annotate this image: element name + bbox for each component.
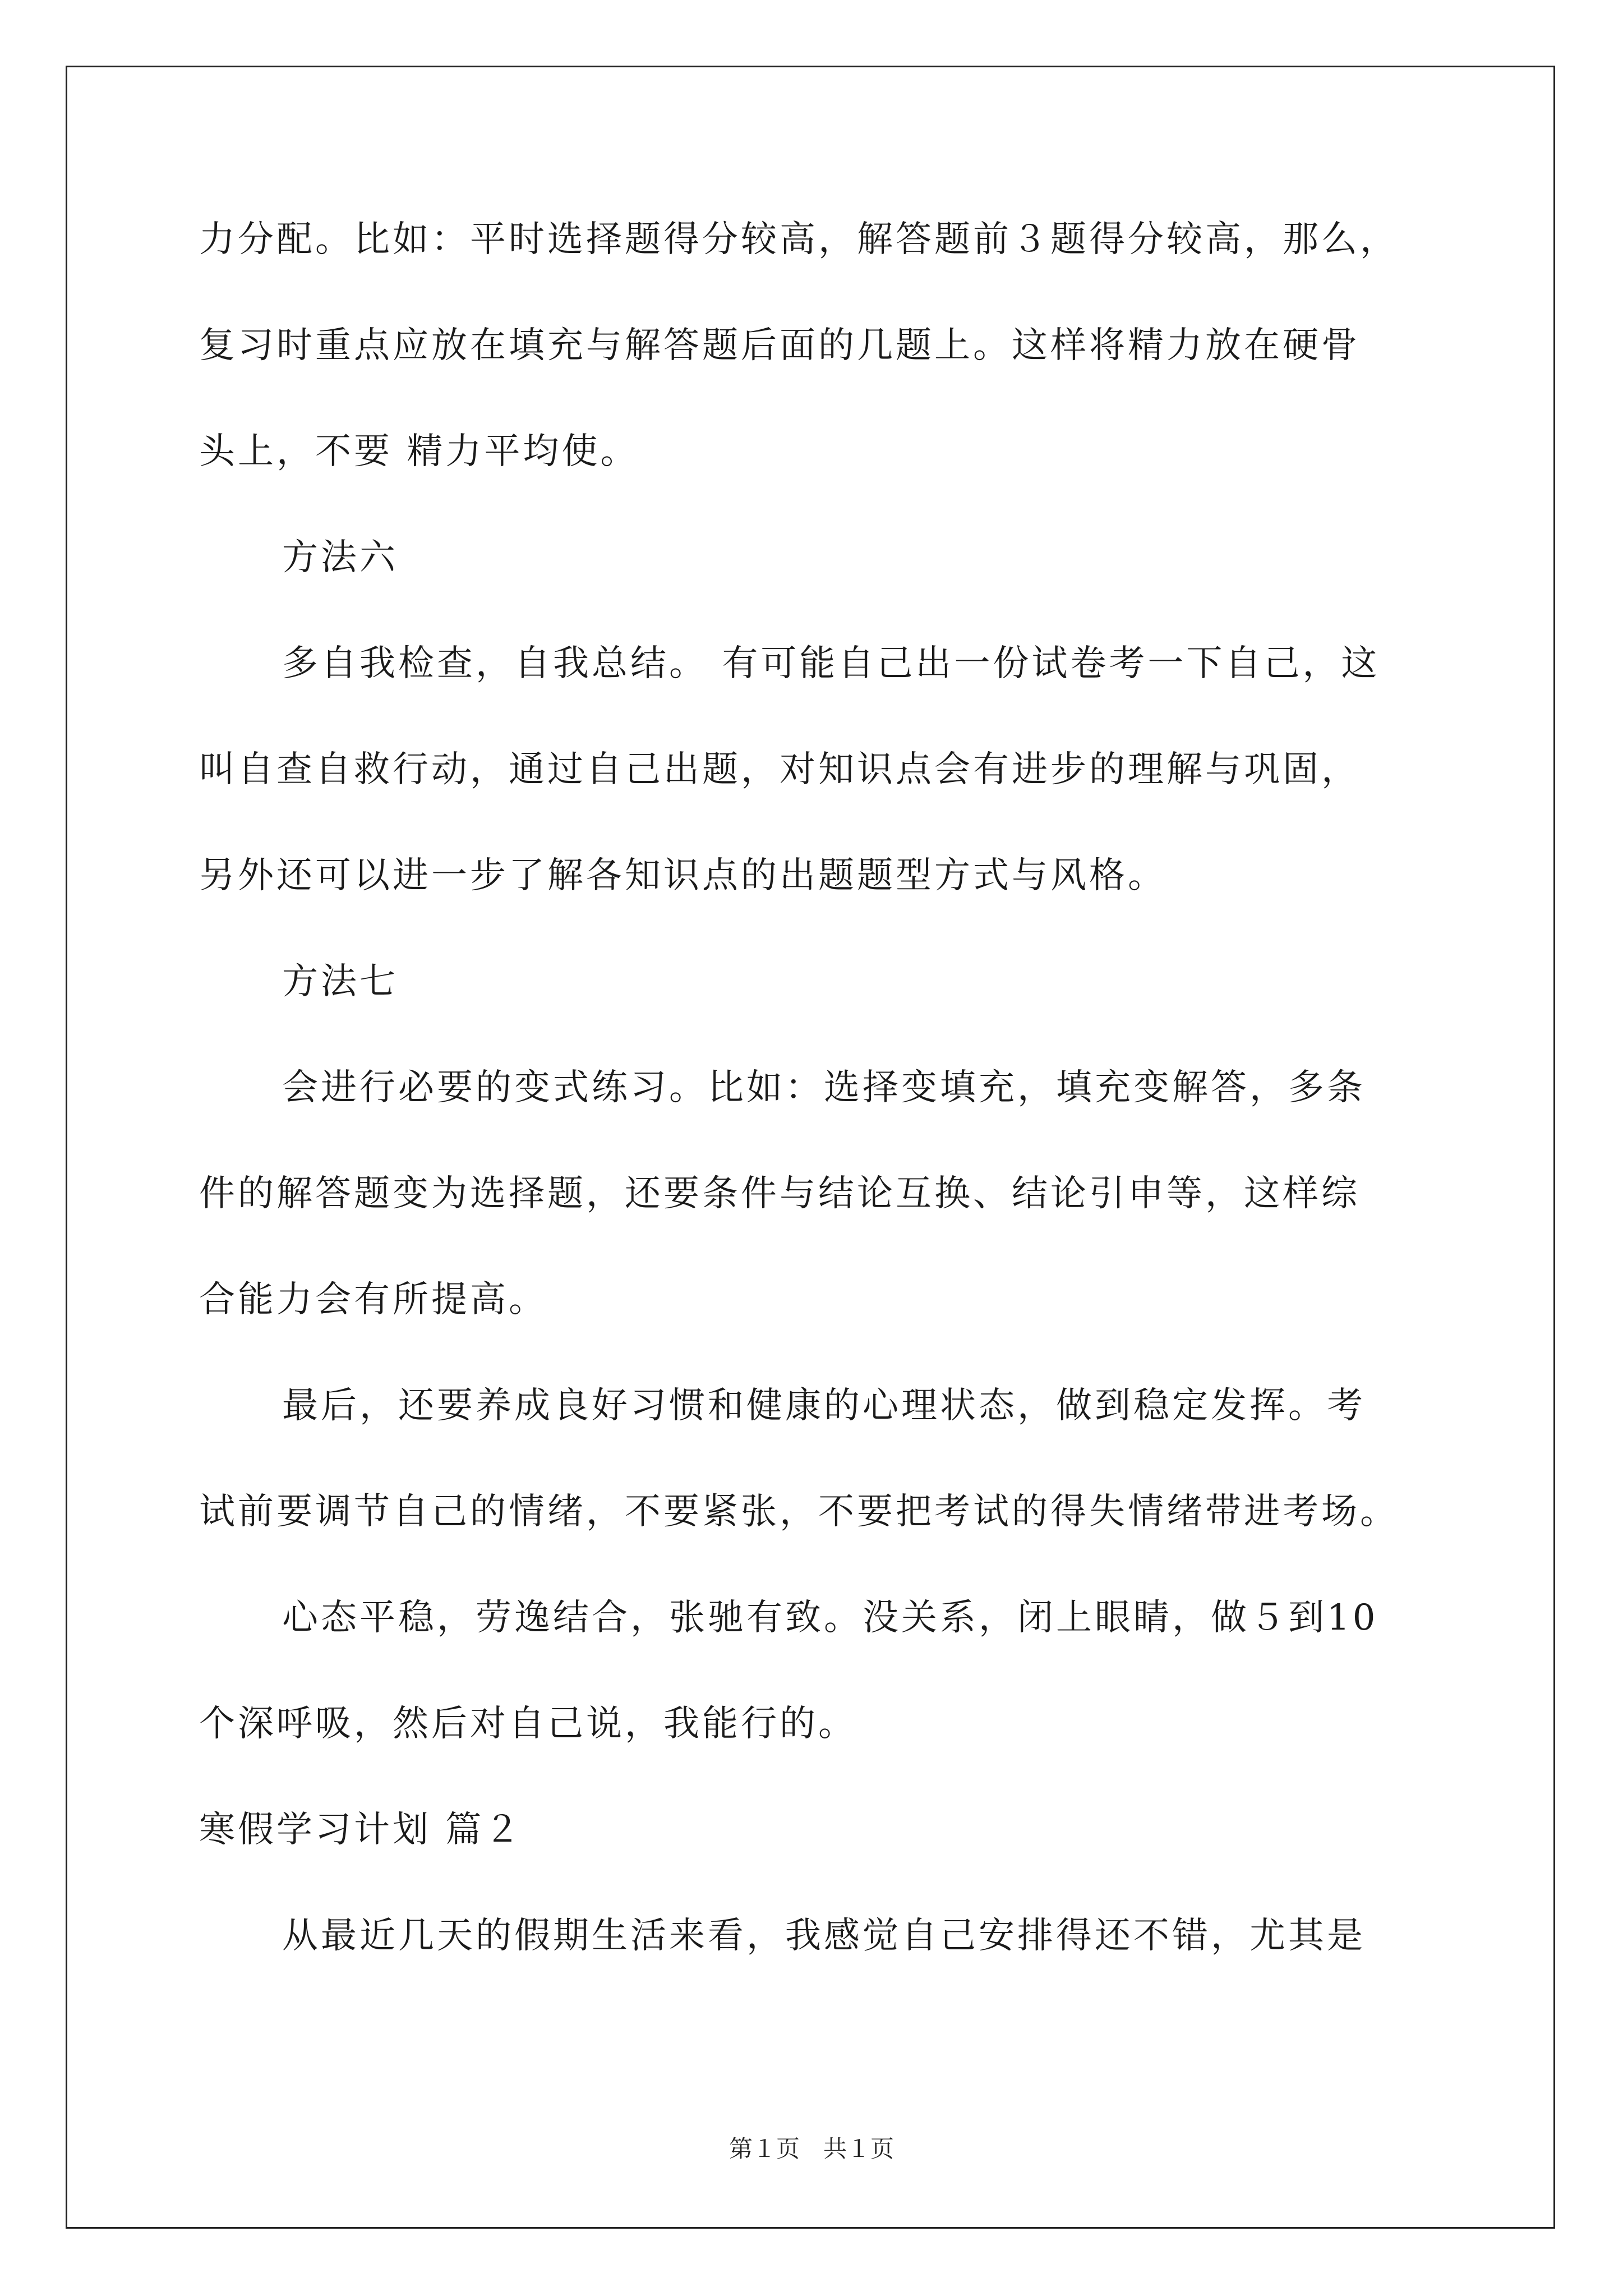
body-text-line: 叫自查自救行动，通过自己出题，对知识点会有进步的理解与巩固， [199, 749, 1360, 790]
section-title: 寒假学习计划 篇２ [199, 1809, 523, 1851]
body-text-line: 试前要调节自己的情绪，不要紧张，不要把考试的得失情绪带进考场。 [199, 1491, 1399, 1533]
section-heading: 方法七 [282, 961, 398, 1002]
body-text-line: 复习时重点应放在填充与解答题后面的几题上。这样将精力放在硬骨 [199, 325, 1360, 366]
body-text-line: 件的解答题变为选择题，还要条件与结论互换、结论引申等，这样综 [199, 1173, 1360, 1214]
body-text-line: 另外还可以进一步了解各知识点的出题题型方式与风格。 [199, 855, 1166, 896]
body-text-line: 会进行必要的变式练习。比如：选择变填充，填充变解答，多条 [282, 1067, 1366, 1108]
body-text-line: 合能力会有所提高。 [199, 1279, 547, 1320]
body-text-line: 力分配。比如：平时选择题得分较高，解答题前３题得分较高，那么， [199, 219, 1399, 260]
page-border [66, 66, 1555, 2229]
body-text-line: 从最近几天的假期生活来看，我感觉自己安排得还不错，尤其是 [282, 1915, 1366, 1957]
body-text-line: 最后，还要养成良好习惯和健康的心理状态，做到稳定发挥。考 [282, 1385, 1366, 1427]
body-text-line: 多自我检查，自我总结。 有可能自己出一份试卷考一下自己，这 [282, 643, 1380, 684]
body-text-line: 个深呼吸，然后对自己说，我能行的。 [199, 1703, 857, 1745]
body-text-line: 心态平稳，劳逸结合，张驰有致。没关系，闭上眼睛，做５到10 [282, 1597, 1378, 1639]
body-text-line: 头上，不要 精力平均使。 [199, 431, 639, 472]
page-number-footer: 第１页 共１页 [728, 2135, 894, 2162]
section-heading: 方法六 [282, 537, 398, 578]
